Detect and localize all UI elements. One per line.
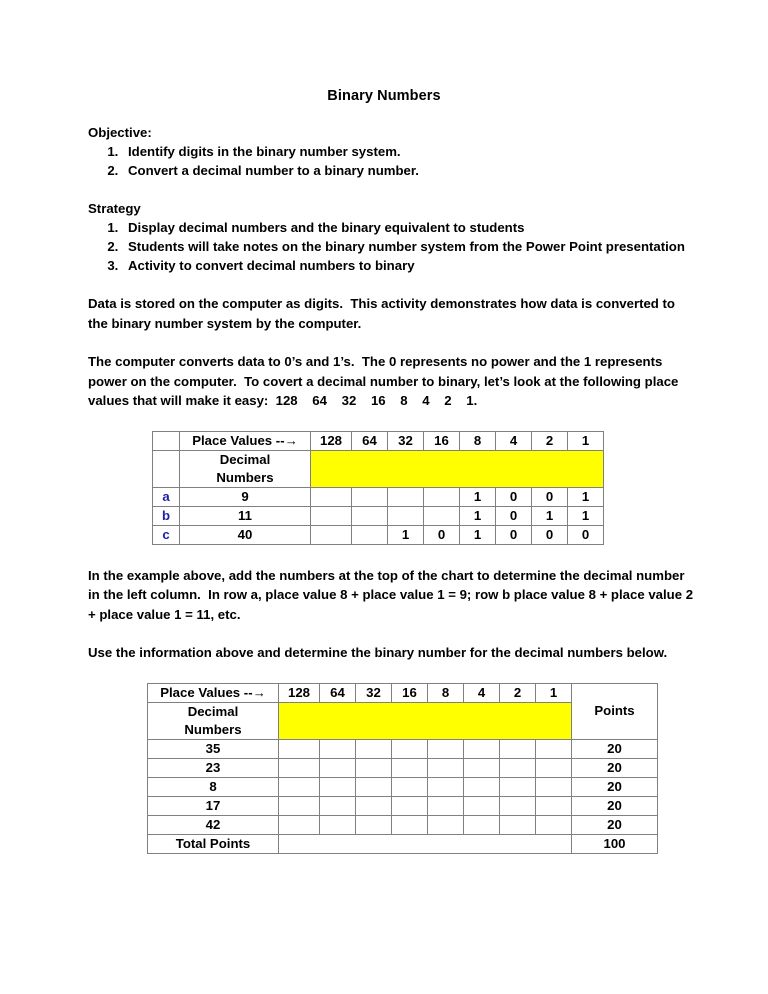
bit-cell[interactable]: 1	[388, 525, 424, 544]
decimal-numbers-label	[180, 450, 311, 487]
table-row	[153, 525, 604, 544]
bit-cell[interactable]	[279, 777, 320, 796]
place-value-header: 1	[536, 683, 572, 702]
bit-cell[interactable]	[279, 796, 320, 815]
total-blank-cell	[279, 834, 572, 853]
bit-cell[interactable]	[424, 487, 460, 506]
row-label: a	[153, 487, 180, 506]
corner-cell	[153, 431, 180, 450]
highlighted-answer-band[interactable]	[279, 702, 572, 739]
bit-cell[interactable]	[464, 796, 500, 815]
points-header: Points	[572, 683, 658, 739]
bit-cell[interactable]	[320, 796, 356, 815]
place-value-header: 32	[356, 683, 392, 702]
total-points-label: Total Points	[148, 834, 279, 853]
bit-cell[interactable]: 1	[568, 506, 604, 525]
spacer	[0, 411, 768, 431]
decimal-value: 8	[148, 777, 279, 796]
bit-cell[interactable]	[500, 758, 536, 777]
bit-cell[interactable]	[428, 777, 464, 796]
table-row-header-placevalues	[153, 431, 604, 450]
decimal-numbers-label	[148, 702, 279, 739]
spacer	[0, 663, 768, 683]
bit-cell[interactable]	[356, 739, 392, 758]
bit-cell[interactable]	[464, 777, 500, 796]
example-table	[152, 431, 604, 545]
bit-cell[interactable]: 1	[532, 506, 568, 525]
bit-cell[interactable]	[464, 815, 500, 834]
bit-cell[interactable]: 1	[568, 487, 604, 506]
place-value-header: 64	[352, 431, 388, 450]
bit-cell[interactable]	[392, 739, 428, 758]
bit-cell[interactable]: 0	[568, 525, 604, 544]
bit-cell[interactable]	[392, 815, 428, 834]
strategy-list	[88, 218, 698, 275]
table-row	[148, 815, 658, 834]
document-body-lower	[0, 566, 768, 663]
bit-cell[interactable]	[392, 777, 428, 796]
activity-table	[147, 683, 658, 854]
paragraph-activity-instructions: Use the information above and determine the binary number for the decimal numbers below.	[88, 645, 668, 660]
decimal-value: 23	[148, 758, 279, 777]
bit-cell[interactable]	[392, 758, 428, 777]
place-value-header: 128	[311, 431, 352, 450]
bit-cell[interactable]	[464, 758, 500, 777]
example-table-wrapper	[0, 431, 768, 545]
bit-cell[interactable]	[388, 487, 424, 506]
bit-cell[interactable]	[500, 796, 536, 815]
bit-cell[interactable]	[536, 777, 572, 796]
bit-cell[interactable]	[311, 525, 352, 544]
table-row-header-decimalnumbers	[153, 450, 604, 487]
paragraph-data-storage: Data is stored on the computer as digits. This activity demonstrates how data is converted to the binary number system by the computer.	[88, 296, 679, 331]
bit-cell[interactable]	[311, 506, 352, 525]
bit-cell[interactable]	[311, 487, 352, 506]
row-label: b	[153, 506, 180, 525]
bit-cell[interactable]	[356, 758, 392, 777]
table-row-header-placevalues	[148, 683, 658, 702]
place-values-label: Place Values --→	[148, 683, 279, 702]
row-label: c	[153, 525, 180, 544]
bit-cell[interactable]	[428, 815, 464, 834]
spacer	[88, 333, 698, 352]
place-values-label: Place Values --→	[180, 431, 311, 450]
spacer	[88, 180, 698, 199]
bit-cell[interactable]	[536, 758, 572, 777]
decimal-value: 40	[180, 525, 311, 544]
activity-table-wrapper	[0, 683, 768, 854]
bit-cell[interactable]	[320, 815, 356, 834]
decimal-value: 35	[148, 739, 279, 758]
highlighted-answer-band[interactable]	[311, 450, 604, 487]
table-row	[153, 487, 604, 506]
paragraph-example-explanation: In the example above, add the numbers at the top of the chart to determine the decimal number in the left column. In row a, place value 8 + place value 1 = 9; row b place value 8 + place value 2 + place value 1 = 11, etc.	[88, 567, 697, 622]
bit-cell[interactable]	[424, 506, 460, 525]
bit-cell[interactable]: 1	[460, 525, 496, 544]
bit-cell[interactable]	[356, 777, 392, 796]
bit-cell[interactable]	[320, 758, 356, 777]
bit-cell[interactable]	[428, 796, 464, 815]
place-value-header: 8	[428, 683, 464, 702]
list-item: 2. Students will take notes on the binary number system from the Power Point presentation	[122, 237, 698, 256]
table-row	[148, 739, 658, 758]
decimal-value: 11	[180, 506, 311, 525]
place-value-header: 1	[568, 431, 604, 450]
list-item: 3. Activity to convert decimal numbers to binary	[122, 256, 698, 275]
table-row	[148, 758, 658, 777]
bit-cell[interactable]	[388, 506, 424, 525]
decimal-value: 9	[180, 487, 311, 506]
decimal-numbers-line1: Decimal	[219, 451, 271, 467]
points-value: 20	[572, 758, 658, 777]
bit-cell[interactable]: 0	[496, 525, 532, 544]
corner-cell	[153, 450, 180, 487]
decimal-value: 42	[148, 815, 279, 834]
bit-cell[interactable]	[428, 758, 464, 777]
bit-cell[interactable]	[352, 487, 388, 506]
bit-cell[interactable]: 0	[424, 525, 460, 544]
points-value: 20	[572, 777, 658, 796]
objective-list	[88, 142, 698, 180]
bit-cell[interactable]	[279, 739, 320, 758]
bit-cell[interactable]	[536, 739, 572, 758]
place-value-header: 32	[388, 431, 424, 450]
spacer	[88, 275, 698, 294]
bit-cell[interactable]	[320, 777, 356, 796]
bit-cell[interactable]: 0	[496, 506, 532, 525]
bit-cell[interactable]: 0	[532, 525, 568, 544]
bit-cell[interactable]	[428, 739, 464, 758]
place-value-header: 4	[464, 683, 500, 702]
bit-cell[interactable]: 0	[496, 487, 532, 506]
table-row-total	[148, 834, 658, 853]
bit-cell[interactable]	[320, 739, 356, 758]
decimal-numbers-line1: Decimal	[187, 703, 239, 719]
place-value-header: 128	[279, 683, 320, 702]
points-value: 20	[572, 796, 658, 815]
table-row	[148, 777, 658, 796]
table-row	[153, 506, 604, 525]
place-value-header: 2	[500, 683, 536, 702]
bit-cell[interactable]	[392, 796, 428, 815]
points-value: 20	[572, 815, 658, 834]
spacer	[88, 104, 698, 123]
bit-cell[interactable]: 1	[460, 487, 496, 506]
total-points-value: 100	[572, 834, 658, 853]
bit-cell[interactable]	[500, 739, 536, 758]
strategy-heading: Strategy	[88, 201, 141, 216]
bit-cell[interactable]	[500, 777, 536, 796]
list-item: 2. Convert a decimal number to a binary number.	[122, 161, 698, 180]
page-title: Binary Numbers	[327, 88, 441, 104]
spacer	[0, 545, 768, 566]
place-value-header: 4	[496, 431, 532, 450]
bit-cell[interactable]	[536, 815, 572, 834]
place-value-header: 2	[532, 431, 568, 450]
bit-cell[interactable]	[356, 815, 392, 834]
paragraph-place-values: The computer converts data to 0’s and 1’s. The 0 represents no power and the 1 represents power on the computer. To covert a decimal number to binary, let’s look at the following place values that will make it easy: 128 64 32 16 8 4 2 1.	[88, 354, 683, 408]
objective-heading: Objective:	[88, 125, 152, 140]
bit-cell[interactable]: 0	[532, 487, 568, 506]
bit-cell[interactable]	[536, 796, 572, 815]
place-value-header: 16	[424, 431, 460, 450]
place-value-header: 16	[392, 683, 428, 702]
points-value: 20	[572, 739, 658, 758]
list-item: 1. Display decimal numbers and the binary equivalent to students	[122, 218, 698, 237]
document-body	[0, 104, 768, 411]
bit-cell[interactable]	[500, 815, 536, 834]
table-row	[148, 796, 658, 815]
bit-cell[interactable]	[279, 758, 320, 777]
bit-cell[interactable]	[352, 525, 388, 544]
list-item: 1. Identify digits in the binary number system.	[122, 142, 698, 161]
place-value-header: 8	[460, 431, 496, 450]
decimal-value: 17	[148, 796, 279, 815]
bit-cell[interactable]	[352, 506, 388, 525]
bit-cell[interactable]	[464, 739, 500, 758]
bit-cell[interactable]	[279, 815, 320, 834]
decimal-numbers-line2: Numbers	[184, 721, 242, 737]
bit-cell[interactable]: 1	[460, 506, 496, 525]
decimal-numbers-line2: Numbers	[216, 469, 274, 485]
spacer	[88, 624, 698, 643]
place-value-header: 64	[320, 683, 356, 702]
bit-cell[interactable]	[356, 796, 392, 815]
